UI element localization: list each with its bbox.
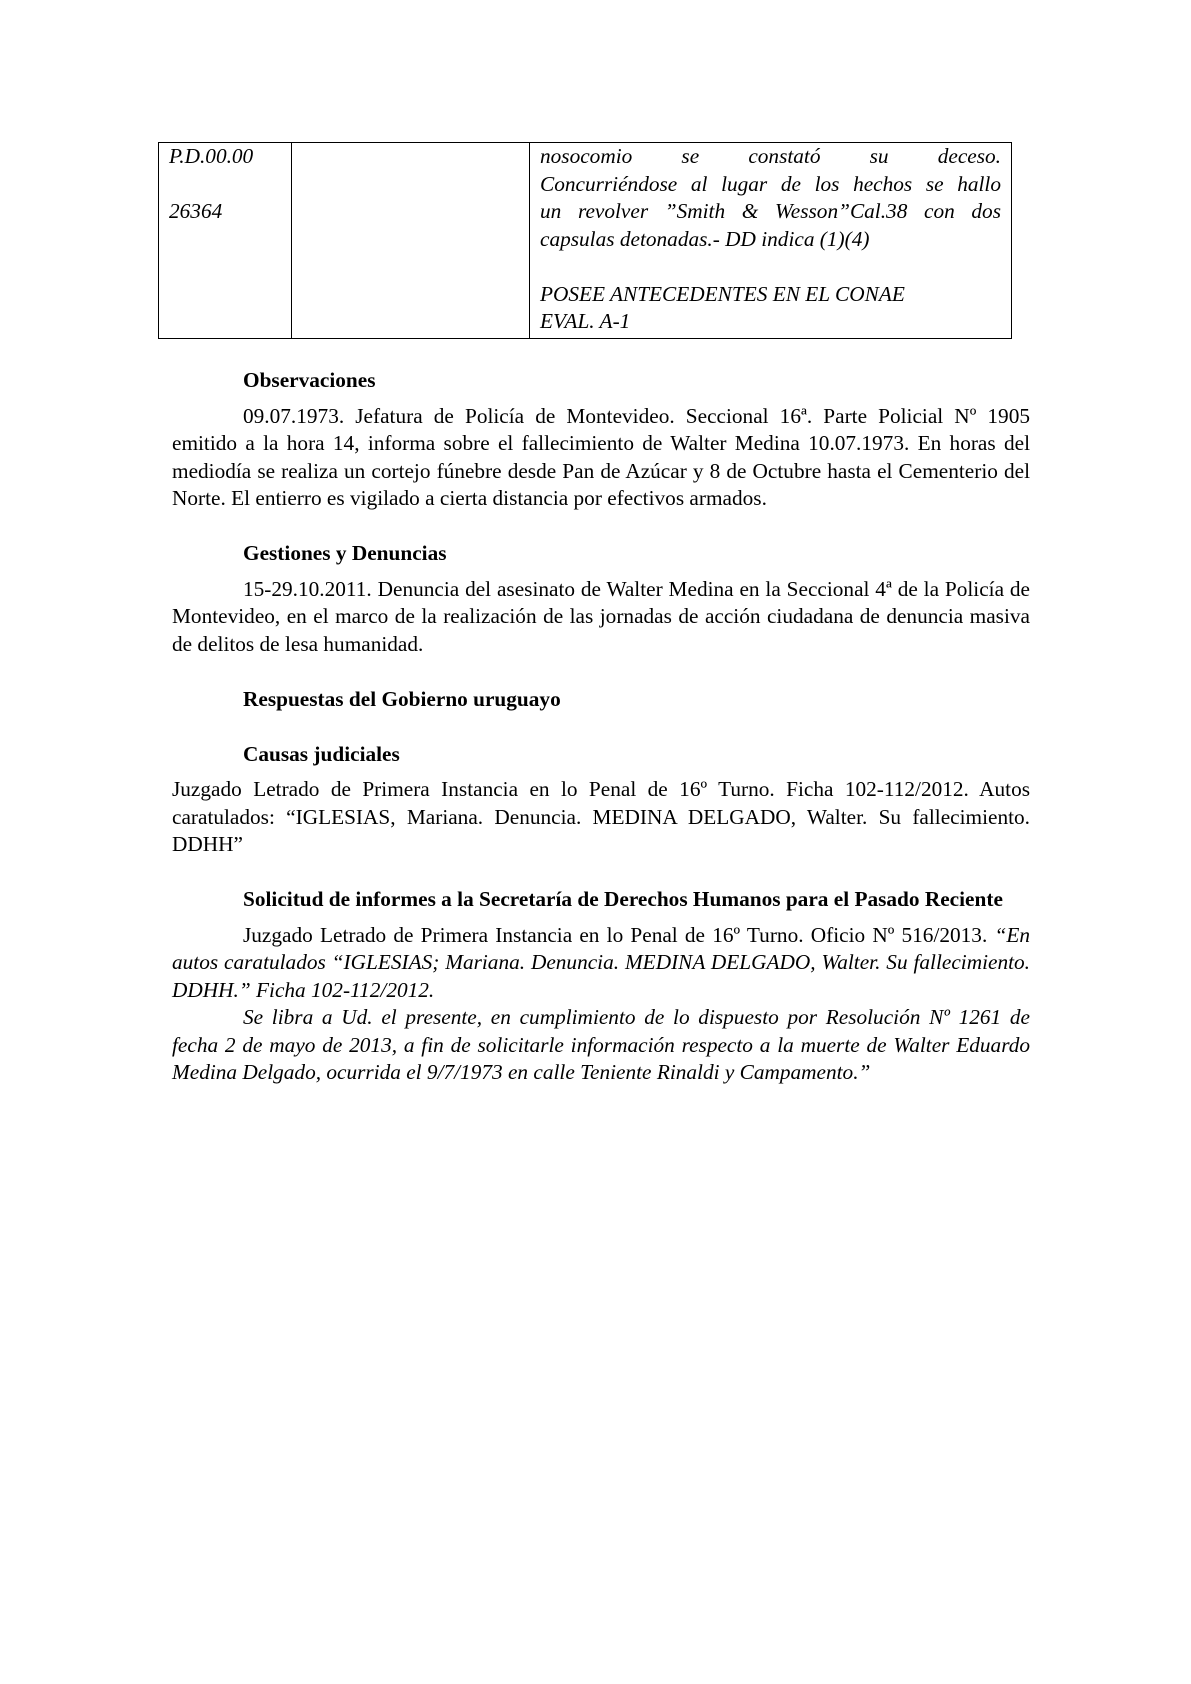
empty-cell — [292, 143, 530, 339]
causas-heading: Causas judiciales — [243, 741, 400, 766]
record-description-cell — [530, 143, 1012, 339]
solicitud-text-2: Se libra a Ud. el presente, en cumplimiento de lo dispuesto por Resolución Nº 1261 de fecha 2 de mayo de 2013, a fin de solicitarle información respecto a la muerte de Walter Eduardo Medina Delgado, ocurrida el 9/7/1973 en calle Teniente Rinaldi y Campamento.” — [172, 1005, 1030, 1084]
causas-text: Juzgado Letrado de Primera Instancia en lo Penal de 16º Turno. Ficha 102-112/2012. Autos caratulados: “IGLESIAS, Mariana. Denuncia. MEDINA DELGADO, Walter. Su fallecimiento. DDHH” — [172, 777, 1030, 856]
record-number: 26364 — [169, 199, 223, 223]
observaciones-heading: Observaciones — [243, 368, 376, 392]
observaciones-text: 09.07.1973. Jefatura de Policía de Montevideo. Seccional 16ª. Parte Policial Nº 1905 emitido a la hora 14, informa sobre el fallecimiento de Walter Medina 10.07.1973. En horas del mediodía se realiza un cortejo fúnebre desde Pan de Azúcar y 8 de Octubre hasta el Cementerio del Norte. El entierro es vigilado a cierta distancia por efectivos armados. — [172, 403, 1030, 510]
gestiones-heading: Gestiones y Denuncias — [243, 541, 447, 565]
gestiones-text: 15-29.10.2011. Denuncia del asesinato de Walter Medina en la Seccional 4ª de la Policía de Montevideo, en el marco de la realización de las jornadas de acción ciudadana de denuncia masiva de delitos de lesa humanidad. — [172, 576, 1030, 656]
solicitud-heading: Solicitud de informes a la Secretaría de Derechos Humanos para el Pasado Reciente — [243, 887, 1003, 911]
description-line: un revolver ”Smith & Wesson”Cal.38 con dos — [540, 199, 1001, 223]
record-code: P.D.00.00 — [169, 144, 254, 168]
respuestas-heading: Respuestas del Gobierno uruguayo — [243, 686, 561, 711]
description-line: capsulas detonadas.- DD indica (1)(4) — [540, 226, 870, 251]
solicitud-text-plain: Juzgado Letrado de Primera Instancia en lo Penal de 16º Turno. Oficio Nº 516/2013. — [243, 922, 995, 947]
record-table — [158, 142, 1012, 339]
evaluation-line: EVAL. A-1 — [540, 309, 631, 333]
description-line: nosocomio se constató su deceso. — [540, 144, 1001, 168]
solicitud-text — [172, 922, 1030, 1005]
antecedentes-line: POSEE ANTECEDENTES EN EL CONAE — [540, 281, 905, 306]
solicitud-text-quote: “En autos caratulados “IGLESIAS; Mariana. Denuncia. MEDINA DELGADO, Walter. Su fallecimiento. DDHH.” Ficha 102-112/2012. — [172, 922, 1030, 1002]
document-body — [172, 367, 1030, 1087]
table-row — [159, 143, 1012, 339]
description-line: Concurriéndose al lugar de los hechos se hallo — [540, 171, 1001, 196]
record-id-cell — [159, 143, 292, 339]
